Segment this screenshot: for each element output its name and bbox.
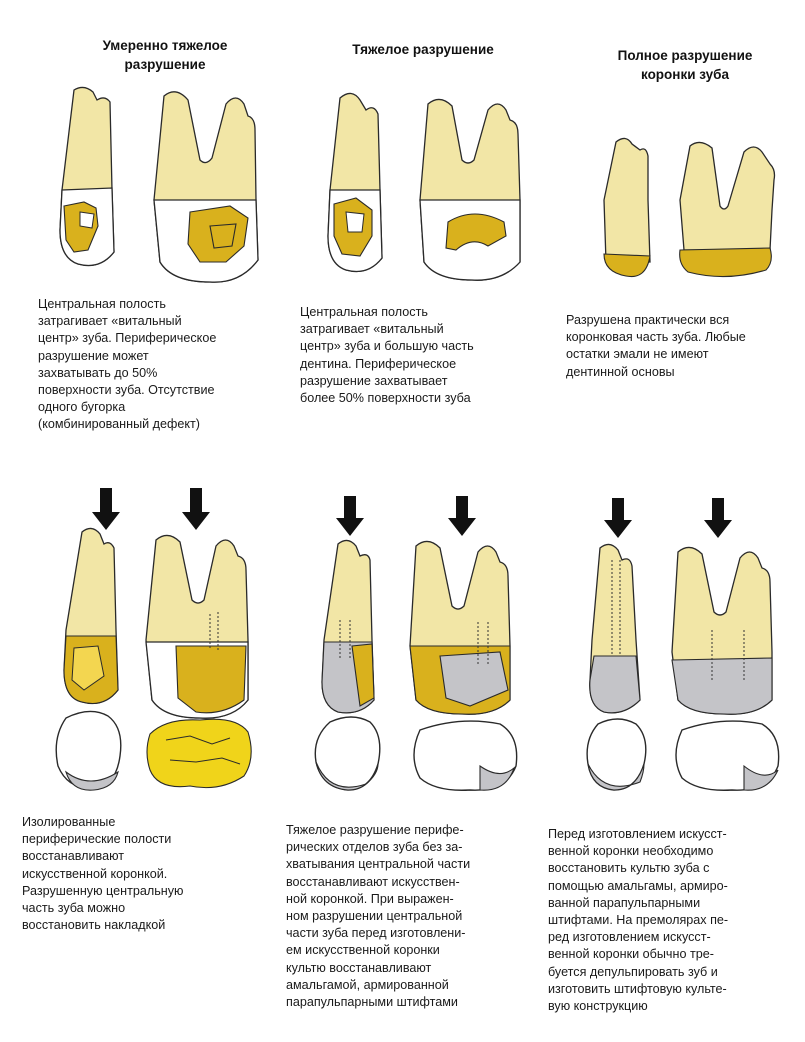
text-line: центр» зуба. Периферическое bbox=[38, 331, 217, 346]
text-line: Тяжелое разрушение перифе- bbox=[286, 823, 464, 837]
top-description bbox=[566, 312, 796, 381]
occlusal-view-illustration bbox=[56, 711, 251, 790]
text-line: венной коронки необходимо bbox=[548, 844, 714, 859]
molar-crown-lost bbox=[680, 142, 775, 276]
text-line: восстанавливают bbox=[22, 849, 125, 864]
text-line: Разрушенную центральную bbox=[22, 883, 184, 898]
text-line: более 50% поверхности зуба bbox=[300, 391, 471, 406]
text-line: Перед изготовлением искусст- bbox=[548, 827, 727, 841]
text-line: венной коронки обычно тре- bbox=[548, 947, 714, 962]
text-line: Разрушена практически вся bbox=[566, 313, 730, 327]
premolar-moderate-restored bbox=[64, 528, 118, 703]
arrow-down-icon bbox=[92, 488, 732, 538]
heading-line: Умеренно тяжелое bbox=[102, 38, 228, 53]
text-line: Центральная полость bbox=[38, 297, 166, 311]
column-heading bbox=[585, 46, 785, 84]
text-line: восстановить культю зуба с bbox=[548, 861, 710, 876]
text-line: восстановить накладкой bbox=[22, 918, 166, 933]
top-description bbox=[300, 304, 540, 407]
text-line: помощью амальгамы, армиро- bbox=[548, 878, 728, 893]
premolar-crown-rebuilt bbox=[587, 544, 646, 790]
text-line: амальгамой, армированной bbox=[286, 977, 449, 992]
text-line: центр» зуба и большую часть bbox=[300, 339, 474, 354]
text-line: буется депульпировать зуб и bbox=[548, 964, 718, 979]
text-line: вую конструкцию bbox=[548, 999, 648, 1014]
text-line: дентинной основы bbox=[566, 364, 675, 379]
text-line: захватывать до 50% bbox=[38, 365, 158, 380]
text-line: штифтами. На премолярах пе- bbox=[548, 913, 729, 928]
molar-severe-damage bbox=[420, 99, 520, 280]
heading-line: разрушение bbox=[124, 57, 206, 72]
bottom-description bbox=[286, 822, 526, 1011]
text-line: периферические полости bbox=[22, 832, 172, 847]
text-line: коронковая часть зуба. Любые bbox=[566, 330, 746, 345]
text-line: восстанавливают искусствен- bbox=[286, 874, 460, 889]
molar-crown-rebuilt bbox=[672, 547, 779, 790]
premolar-moderate-damage bbox=[60, 87, 114, 265]
text-line: ванной парапульпарными bbox=[548, 895, 701, 910]
bottom-description bbox=[548, 826, 798, 1015]
text-line: дентина. Периферическое bbox=[300, 356, 457, 371]
heading-line: Тяжелое разрушение bbox=[352, 42, 494, 57]
text-line: рических отделов зуба без за- bbox=[286, 840, 463, 855]
text-line: хватывания центральной части bbox=[286, 857, 471, 872]
text-line: разрушение может bbox=[38, 348, 149, 363]
text-line: остатки эмали не имеют bbox=[566, 347, 709, 362]
text-line: Изолированные bbox=[22, 815, 116, 829]
premolar-crown-lost bbox=[604, 138, 650, 276]
column-heading bbox=[60, 36, 270, 74]
text-line: парапульпарными штифтами bbox=[286, 995, 458, 1010]
bottom-description bbox=[22, 814, 262, 934]
text-line: часть зуба можно bbox=[22, 901, 126, 916]
molar-severe-restored bbox=[410, 541, 517, 790]
heading-line: коронки зуба bbox=[640, 67, 729, 82]
text-line: Центральная полость bbox=[300, 305, 428, 319]
column-heading bbox=[318, 40, 528, 59]
text-line: ем искусственной коронки bbox=[286, 943, 440, 958]
text-line: ред изготовлением искусст- bbox=[548, 930, 711, 945]
text-line: поверхности зуба. Отсутствие bbox=[38, 383, 215, 398]
molar-moderate-damage bbox=[154, 92, 258, 282]
premolar-severe-damage bbox=[328, 93, 382, 271]
text-line: культю восстанавливают bbox=[286, 960, 432, 975]
text-line: изготовить штифтовую культе- bbox=[548, 981, 727, 996]
text-line: (комбинированный дефект) bbox=[38, 417, 200, 432]
text-line: затрагивает «витальный bbox=[38, 314, 182, 329]
premolar-severe-restored bbox=[315, 540, 380, 790]
top-description bbox=[38, 296, 278, 434]
text-line: части зуба перед изготовлени- bbox=[286, 926, 466, 941]
heading-line: Полное разрушение bbox=[617, 48, 753, 63]
text-line: одного бугорка bbox=[38, 400, 126, 415]
molar-moderate-restored bbox=[146, 535, 248, 718]
text-line: ном разрушении центральной bbox=[286, 909, 463, 924]
text-line: затрагивает «витальный bbox=[300, 322, 444, 337]
text-line: ной коронкой. При выражен- bbox=[286, 891, 454, 906]
text-line: разрушение захватывает bbox=[300, 373, 448, 388]
text-line: искусственной коронкой. bbox=[22, 866, 168, 881]
